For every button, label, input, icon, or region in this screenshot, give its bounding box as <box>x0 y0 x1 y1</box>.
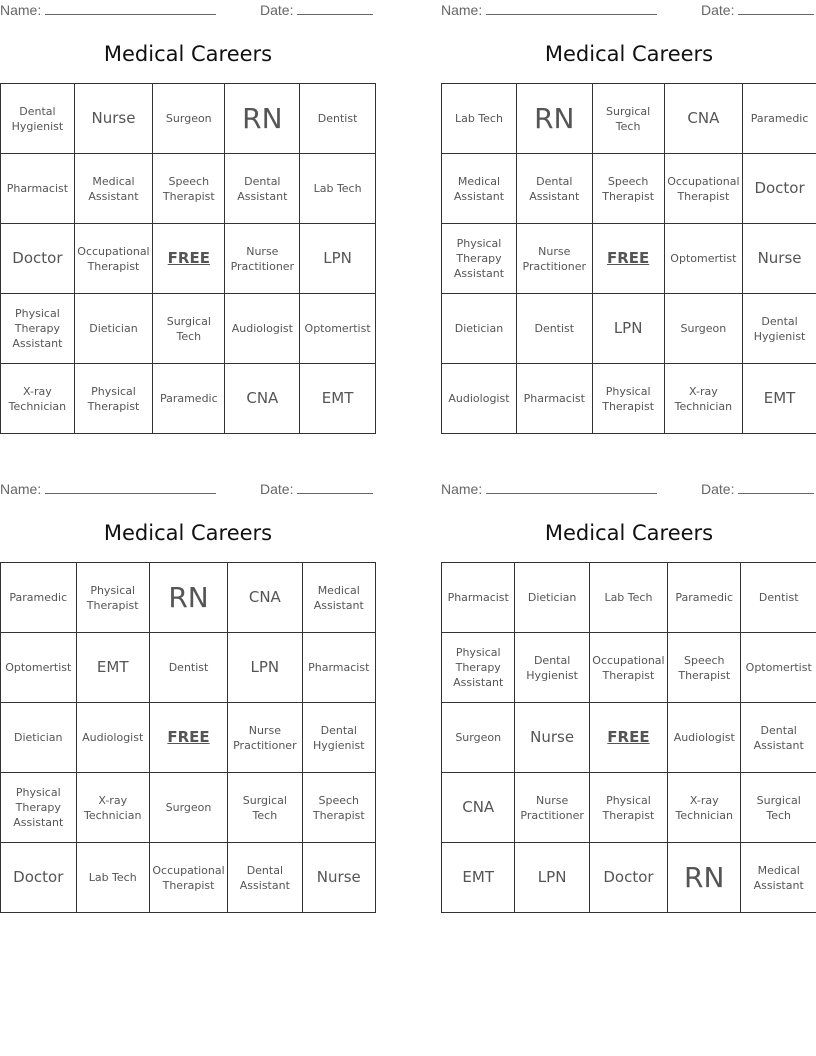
name-label: Name: <box>0 481 42 497</box>
bingo-row <box>1 843 376 913</box>
bingo-cell[interactable]: Paramedic <box>743 84 816 154</box>
free-space-cell[interactable]: FREE <box>153 224 225 294</box>
bingo-cell[interactable]: Pharmacist <box>1 154 75 224</box>
bingo-row <box>1 224 376 294</box>
bingo-cell[interactable]: Dietician <box>1 703 77 773</box>
bingo-cell[interactable]: Optomertist <box>300 294 376 364</box>
bingo-row <box>442 563 816 633</box>
card-title: Medical Careers <box>103 521 273 545</box>
bingo-row <box>1 633 376 703</box>
bingo-cell[interactable]: CNA <box>664 84 742 154</box>
bingo-cell[interactable]: LPN <box>228 633 302 703</box>
bingo-cell[interactable]: Optomertist <box>1 633 77 703</box>
bingo-cell[interactable]: Paramedic <box>668 563 741 633</box>
bingo-cell[interactable]: RN <box>225 84 300 154</box>
bingo-cell[interactable]: CNA <box>442 773 515 843</box>
name-date-row <box>441 2 816 20</box>
bingo-cell[interactable]: EMT <box>300 364 376 434</box>
free-space-cell[interactable]: FREE <box>589 703 667 773</box>
bingo-cell[interactable]: Dental Assistant <box>741 703 816 773</box>
bingo-cell[interactable]: Audiologist <box>668 703 741 773</box>
date-label: Date: <box>701 481 735 497</box>
bingo-cell[interactable]: Optomertist <box>741 633 816 703</box>
bingo-cell[interactable]: Dentist <box>516 294 592 364</box>
bingo-row <box>1 773 376 843</box>
bingo-cell[interactable]: Doctor <box>589 843 667 913</box>
bingo-cell[interactable]: Dental Hygienist <box>302 703 375 773</box>
bingo-cell[interactable]: LPN <box>515 843 589 913</box>
bingo-cell[interactable]: Physical Therapist <box>589 773 667 843</box>
name-label: Name: <box>441 481 483 497</box>
bingo-cell[interactable]: CNA <box>225 364 300 434</box>
bingo-cell[interactable]: X-ray Technician <box>664 364 742 434</box>
bingo-cell[interactable]: Physical Therapy Assistant <box>1 773 77 843</box>
card-title: Medical Careers <box>103 42 273 66</box>
bingo-cell[interactable]: Pharmacist <box>516 364 592 434</box>
bingo-cell[interactable]: Physical Therapist <box>592 364 664 434</box>
bingo-cell[interactable]: Dietician <box>442 294 517 364</box>
bingo-row <box>442 843 816 913</box>
bingo-cell[interactable]: X-ray Technician <box>1 364 75 434</box>
bingo-cell[interactable]: CNA <box>228 563 302 633</box>
bingo-cell[interactable]: Audiologist <box>225 294 300 364</box>
bingo-cell[interactable]: Surgeon <box>442 703 515 773</box>
bingo-cell[interactable]: Nurse <box>74 84 152 154</box>
bingo-cell[interactable]: EMT <box>743 364 816 434</box>
date-label: Date: <box>260 2 294 18</box>
date-label: Date: <box>701 2 735 18</box>
date-label: Date: <box>260 481 294 497</box>
bingo-cell[interactable]: Nurse <box>515 703 589 773</box>
bingo-cell[interactable]: Pharmacist <box>442 563 515 633</box>
date-blank-line[interactable] <box>738 2 814 15</box>
free-space-cell[interactable]: FREE <box>592 224 664 294</box>
bingo-cell[interactable]: Medical Assistant <box>302 563 375 633</box>
bingo-cell[interactable]: RN <box>668 843 741 913</box>
bingo-cell[interactable]: Occupational Therapist <box>589 633 667 703</box>
card-title: Medical Careers <box>544 521 714 545</box>
bingo-cell[interactable]: Physical Therapy Assistant <box>442 633 515 703</box>
bingo-cell[interactable]: Nurse Practitioner <box>516 224 592 294</box>
bingo-cell[interactable]: LPN <box>300 224 376 294</box>
bingo-cell[interactable]: Lab Tech <box>442 84 517 154</box>
bingo-cell[interactable]: Dentist <box>300 84 376 154</box>
bingo-cell[interactable]: Dental Assistant <box>228 843 302 913</box>
name-date-row <box>441 481 816 499</box>
bingo-card <box>441 0 816 440</box>
bingo-cell[interactable]: Surgical Tech <box>228 773 302 843</box>
bingo-cell[interactable]: Dental Hygienist <box>743 294 816 364</box>
bingo-cell[interactable]: Doctor <box>1 843 77 913</box>
bingo-cell[interactable]: EMT <box>76 633 149 703</box>
bingo-cell[interactable]: Physical Therapist <box>74 364 152 434</box>
bingo-cell[interactable]: Physical Therapist <box>76 563 149 633</box>
bingo-cell[interactable]: Speech Therapist <box>668 633 741 703</box>
bingo-cell[interactable]: Speech Therapist <box>302 773 375 843</box>
bingo-cell[interactable]: Dentist <box>741 563 816 633</box>
bingo-cell[interactable]: Dental Assistant <box>225 154 300 224</box>
bingo-row <box>1 154 376 224</box>
bingo-cell[interactable]: Occupational Therapist <box>149 843 227 913</box>
bingo-cell[interactable]: Surgeon <box>149 773 227 843</box>
bingo-cell[interactable]: Paramedic <box>1 563 77 633</box>
bingo-row <box>1 294 376 364</box>
bingo-cell[interactable]: Medical Assistant <box>74 154 152 224</box>
bingo-cell[interactable]: EMT <box>442 843 515 913</box>
bingo-grid <box>0 562 376 913</box>
date-blank-line[interactable] <box>738 481 814 494</box>
bingo-cell[interactable]: Surgical Tech <box>741 773 816 843</box>
bingo-grid <box>0 83 376 434</box>
name-date-row <box>0 481 376 499</box>
bingo-cell[interactable]: Speech Therapist <box>153 154 225 224</box>
name-blank-line[interactable] <box>45 481 216 494</box>
bingo-cell[interactable]: Dentist <box>149 633 227 703</box>
name-blank-line[interactable] <box>486 481 657 494</box>
bingo-cell[interactable]: Doctor <box>743 154 816 224</box>
bingo-cell[interactable]: Occupational Therapist <box>664 154 742 224</box>
bingo-cell[interactable]: Physical Therapy Assistant <box>1 294 75 364</box>
bingo-cell[interactable]: RN <box>516 84 592 154</box>
bingo-row <box>442 224 816 294</box>
bingo-card <box>0 0 376 440</box>
bingo-row <box>442 84 816 154</box>
name-label: Name: <box>441 2 483 18</box>
bingo-row <box>1 364 376 434</box>
bingo-row <box>442 703 816 773</box>
date-blank-line[interactable] <box>297 481 373 494</box>
bingo-row <box>442 294 816 364</box>
bingo-row <box>442 633 816 703</box>
bingo-grid <box>441 83 816 434</box>
bingo-cell[interactable]: Physical Therapy Assistant <box>442 224 517 294</box>
name-date-row <box>0 2 376 20</box>
bingo-row <box>1 84 376 154</box>
bingo-cell[interactable]: Paramedic <box>153 364 225 434</box>
bingo-cell[interactable]: Nurse Practitioner <box>225 224 300 294</box>
bingo-row <box>1 563 376 633</box>
bingo-card <box>441 479 816 919</box>
bingo-cell[interactable]: Nurse <box>743 224 816 294</box>
bingo-cell[interactable]: Audiologist <box>442 364 517 434</box>
free-space-cell[interactable]: FREE <box>149 703 227 773</box>
bingo-cell[interactable]: Dental Assistant <box>516 154 592 224</box>
bingo-row <box>442 154 816 224</box>
bingo-cell[interactable]: Medical Assistant <box>442 154 517 224</box>
bingo-cell[interactable]: Surgical Tech <box>153 294 225 364</box>
bingo-cell[interactable]: Audiologist <box>76 703 149 773</box>
name-blank-line[interactable] <box>486 2 657 15</box>
bingo-cell[interactable]: X-ray Technician <box>76 773 149 843</box>
bingo-cell[interactable]: Dietician <box>74 294 152 364</box>
bingo-cell[interactable]: Dental Hygienist <box>1 84 75 154</box>
bingo-cell[interactable]: Dietician <box>515 563 589 633</box>
date-blank-line[interactable] <box>297 2 373 15</box>
bingo-row <box>442 364 816 434</box>
bingo-row <box>442 773 816 843</box>
name-label: Name: <box>0 2 42 18</box>
bingo-cell[interactable]: Lab Tech <box>76 843 149 913</box>
bingo-cell[interactable]: LPN <box>592 294 664 364</box>
bingo-grid <box>441 562 816 913</box>
name-blank-line[interactable] <box>45 2 216 15</box>
bingo-cell[interactable]: Surgeon <box>664 294 742 364</box>
bingo-row <box>1 703 376 773</box>
bingo-card <box>0 479 376 919</box>
bingo-cell[interactable]: Doctor <box>1 224 75 294</box>
bingo-cell[interactable]: Pharmacist <box>302 633 375 703</box>
bingo-cell[interactable]: Speech Therapist <box>592 154 664 224</box>
bingo-cell[interactable]: Medical Assistant <box>741 843 816 913</box>
bingo-cell[interactable]: Lab Tech <box>300 154 376 224</box>
bingo-cell[interactable]: Occupational Therapist <box>74 224 152 294</box>
bingo-cell[interactable]: Surgeon <box>153 84 225 154</box>
bingo-cell[interactable]: X-ray Technician <box>668 773 741 843</box>
bingo-cell[interactable]: Nurse Practitioner <box>515 773 589 843</box>
bingo-cell[interactable]: Nurse Practitioner <box>228 703 302 773</box>
card-title: Medical Careers <box>544 42 714 66</box>
bingo-cell[interactable]: Lab Tech <box>589 563 667 633</box>
bingo-cell[interactable]: Optomertist <box>664 224 742 294</box>
bingo-cell[interactable]: Dental Hygienist <box>515 633 589 703</box>
bingo-cell[interactable]: Surgical Tech <box>592 84 664 154</box>
bingo-cell[interactable]: Nurse <box>302 843 375 913</box>
bingo-cell[interactable]: RN <box>149 563 227 633</box>
